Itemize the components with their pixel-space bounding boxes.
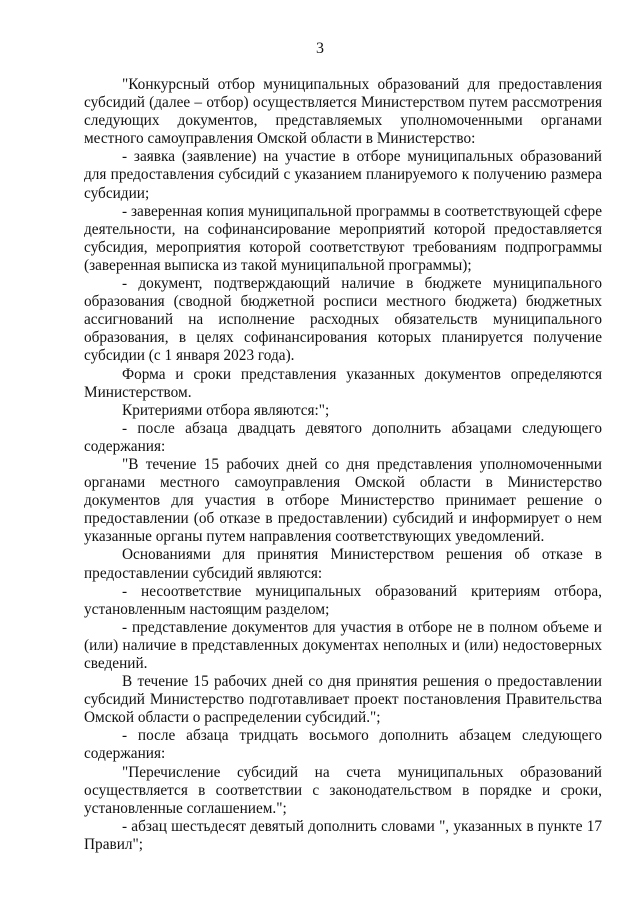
paragraph-selection-intro: "Конкурсный отбор муниципальных образований для предоставления субсидий (далее – отбор) осуществляется Министерством путем рассмотрения следующих документов, представляемых уполномоченными органами местного самоуправления Омской области в Министерство: [84, 76, 602, 148]
paragraph-budget-document-item: - документ, подтверждающий наличие в бюджете муниципального образования (сводной бюджетной росписи местного бюджета) бюджетных ассигнований на исполнение расходных обязательств муниципального образования, в целях софинансирования которых планируется получение субсидии (с 1 января 2023 года). [84, 275, 602, 365]
paragraph-amendment-38: - после абзаца тридцать восьмого дополнить абзацем следующего содержания: [84, 727, 602, 763]
paragraph-distribution-draft: В течение 15 рабочих дней со дня принятия решения о предоставлении субсидий Министерство подготавливает проект постановления Правительства Омской области о распределении субсидий."; [84, 673, 602, 727]
paragraph-refusal-incomplete-documents: - представление документов для участия в отборе не в полном объеме и (или) наличие в представленных документах неполных и (или) недостоверных сведений. [84, 618, 602, 672]
document-body [84, 76, 602, 854]
paragraph-amendment-69: - абзац шестьдесят девятый дополнить словами ", указанных в пункте 17 Правил"; [84, 817, 602, 853]
paragraph-amendment-29: - после абзаца двадцать девятого дополнить абзацами следующего содержания: [84, 419, 602, 455]
page-number: 3 [316, 40, 324, 57]
paragraph-application-item: - заявка (заявление) на участие в отборе муниципальных образований для предоставления субсидий с указанием планируемого к получению размера субсидии; [84, 148, 602, 202]
paragraph-refusal-grounds: Основаниями для принятия Министерством решения об отказе в предоставлении субсидий являются: [84, 546, 602, 582]
paragraph-decision-term: "В течение 15 рабочих дней со дня представления уполномоченными органами местного самоуправления Омской области в Министерство документов для участия в отборе Министерство принимает решение о предоставлении (об отказе в предоставлении) субсидий и информирует о нем указанные органы путем направления соответствующих уведомлений. [84, 455, 602, 546]
paragraph-program-copy-item: - заверенная копия муниципальной программы в соответствующей сфере деятельности, на софинансирование мероприятий которой предоставляется субсидия, мероприятия которой соответствуют требованиям подпрограммы (заверенная выписка из такой муниципальной программы); [84, 202, 602, 274]
paragraph-subsidy-transfer: "Перечисление субсидий на счета муниципальных образований осуществляется в соответствии с законодательством в порядке и сроки, установленные соглашением."; [84, 763, 602, 817]
paragraph-form-and-terms: Форма и сроки представления указанных документов определяются Министерством. [84, 365, 602, 401]
paragraph-refusal-criteria-mismatch: - несоответствие муниципальных образований критериям отбора, установленным настоящим разделом; [84, 582, 602, 618]
paragraph-selection-criteria: Критериями отбора являются:"; [122, 401, 330, 419]
